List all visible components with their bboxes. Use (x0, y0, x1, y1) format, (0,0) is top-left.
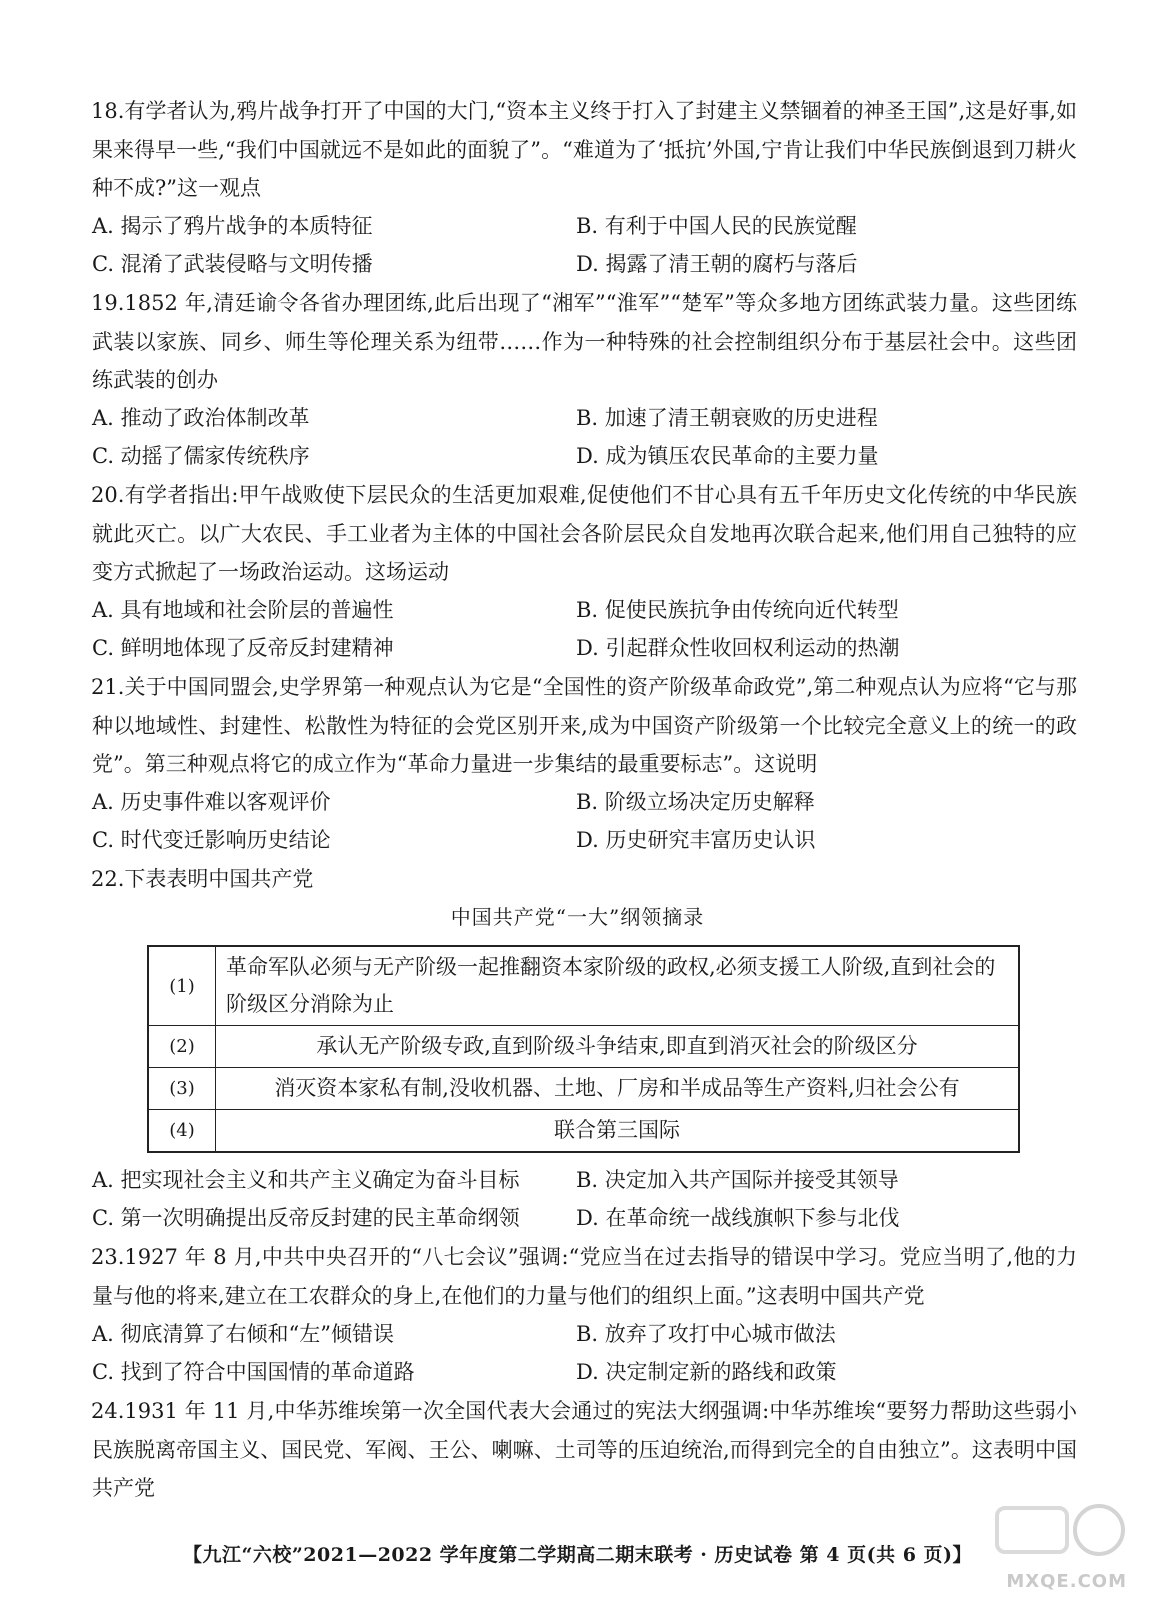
table-row (148, 1110, 1019, 1153)
watermark-logo (977, 1500, 1127, 1592)
option-d: D. 历史研究丰富历史认识 (576, 828, 816, 852)
question-20-options-row1 (92, 591, 1077, 629)
question-21-options-row2 (92, 821, 1077, 859)
question-23-options-row2 (92, 1353, 1077, 1391)
option-b: B. 加速了清王朝衰败的历史进程 (576, 406, 878, 430)
watermark-stamp-icon (977, 1500, 1127, 1570)
page-footer: 【九江“六校”2021—2022 学年度第二学期高二期末联考 · 历史试卷 第 4 页(共 6 页)】 (182, 1544, 973, 1566)
row-number: (2) (148, 1026, 216, 1068)
option-a: A. 把实现社会主义和共产主义确定为奋斗目标 (92, 1168, 520, 1192)
option-c: C. 鲜明地体现了反帝反封建精神 (92, 636, 394, 660)
question-20-options-row2 (92, 629, 1077, 667)
option-d: D. 成为镇压农民革命的主要力量 (576, 444, 879, 468)
option-d: D. 揭露了清王朝的腐朽与落后 (576, 252, 858, 276)
option-d: D. 在革命统一战线旗帜下参与北伐 (576, 1206, 900, 1230)
row-text: 消灭资本家私有制,没收机器、土地、厂房和半成品等生产资料,归社会公有 (216, 1068, 1020, 1110)
table-row (148, 1068, 1019, 1110)
table-title: 中国共产党“一大”纲领摘录 (450, 905, 705, 929)
question-22-options-row1 (92, 1161, 1077, 1199)
row-text: 革命军队必须与无产阶级一起推翻资本家阶级的政权,必须支援工人阶级,直到社会的阶级区分消除为止 (216, 946, 1020, 1026)
question-18-options-row2 (92, 245, 1077, 283)
row-number: (1) (148, 946, 216, 1026)
question-19-options-row2 (92, 437, 1077, 475)
watermark-text: MXQE.COM (1006, 1571, 1127, 1592)
option-b: B. 促使民族抗争由传统向近代转型 (576, 598, 899, 622)
option-d: D. 决定制定新的路线和政策 (576, 1360, 837, 1384)
question-21-stem: 21.关于中国同盟会,史学界第一种观点认为它是“全国性的资产阶级革命政党”,第二种观点认为应将“它与那种以地域性、封建性、松散性为特征的会党区别开来,成为中国资产阶级第一个比较完全意义上的统一的政党”。第三种观点将它的成立作为“革命力量进一步集结的最重要标志”。这说明 (91, 675, 1077, 776)
row-text: 承认无产阶级专政,直到阶级斗争结束,即直到消灭社会的阶级区分 (216, 1026, 1020, 1068)
option-a: A. 历史事件难以客观评价 (92, 790, 331, 814)
question-20-stem: 20.有学者指出:甲午战败使下层民众的生活更加艰难,促使他们不甘心具有五千年历史文化传统的中华民族就此灭亡。以广大农民、手工业者为主体的中国社会各阶层民众自发地再次联合起来,他们用自己独特的应变方式掀起了一场政治运动。这场运动 (91, 483, 1077, 584)
option-c: C. 第一次明确提出反帝反封建的民主革命纲领 (92, 1206, 520, 1230)
question-18-stem: 18.有学者认为,鸦片战争打开了中国的大门,“资本主义终于打入了封建主义禁锢着的神圣王国”,这是好事,如果来得早一些,“我们中国就远不是如此的面貌了”。“难道为了‘抵抗’外国,宁肯让我们中华民族倒退到刀耕火种不成?”这一观点 (91, 99, 1077, 200)
option-d: D. 引起群众性收回权利运动的热潮 (576, 636, 900, 660)
question-19-stem: 19.1852 年,清廷谕令各省办理团练,此后出现了“湘军”“淮军”“楚军”等众多地方团练武装力量。这些团练武装以家族、同乡、师生等伦理关系为纽带……作为一种特殊的社会控制组织分布于基层社会中。这些团练武装的创办 (91, 291, 1077, 392)
option-b: B. 有利于中国人民的民族觉醒 (576, 214, 857, 238)
question-23-options-row1 (92, 1315, 1077, 1353)
row-number: (4) (148, 1110, 216, 1153)
option-b: B. 决定加入共产国际并接受其领导 (576, 1168, 899, 1192)
table-row (148, 1026, 1019, 1068)
question-21-options-row1 (92, 783, 1077, 821)
question-18-options-row1 (92, 207, 1077, 245)
question-24-stem: 24.1931 年 11 月,中华苏维埃第一次全国代表大会通过的宪法大纲强调:中华苏维埃“要努力帮助这些弱小民族脱离帝国主义、国民党、军阀、王公、喇嘛、土司等的压迫统治,而得到完全的自由独立”。这表明中国共产党 (91, 1399, 1077, 1500)
option-a: A. 彻底清算了右倾和“左”倾错误 (92, 1322, 394, 1346)
option-c: C. 时代变迁影响历史结论 (92, 828, 331, 852)
option-c: C. 混淆了武装侵略与文明传播 (92, 252, 373, 276)
question-19-options-row1 (92, 399, 1077, 437)
table-row (148, 946, 1019, 1026)
option-b: B. 阶级立场决定历史解释 (576, 790, 815, 814)
option-a: A. 揭示了鸦片战争的本质特征 (92, 214, 373, 238)
row-number: (3) (148, 1068, 216, 1110)
row-text: 联合第三国际 (216, 1110, 1020, 1153)
program-table (147, 945, 1020, 1153)
question-22-options-row2 (92, 1199, 1077, 1237)
option-c: C. 动摇了儒家传统秩序 (92, 444, 310, 468)
question-22-stem: 22.下表表明中国共产党 (91, 867, 314, 891)
option-b: B. 放弃了攻打中心城市做法 (576, 1322, 836, 1346)
question-23-stem: 23.1927 年 8 月,中共中央召开的“八七会议”强调:“党应当在过去指导的错误中学习。党应当明了,他的力量与他的将来,建立在工农群众的身上,在他们的力量与他们的组织上面。”这表明中国共产党 (91, 1245, 1077, 1308)
option-a: A. 推动了政治体制改革 (92, 406, 310, 430)
option-a: A. 具有地域和社会阶层的普遍性 (92, 598, 394, 622)
option-c: C. 找到了符合中国国情的革命道路 (92, 1360, 415, 1384)
